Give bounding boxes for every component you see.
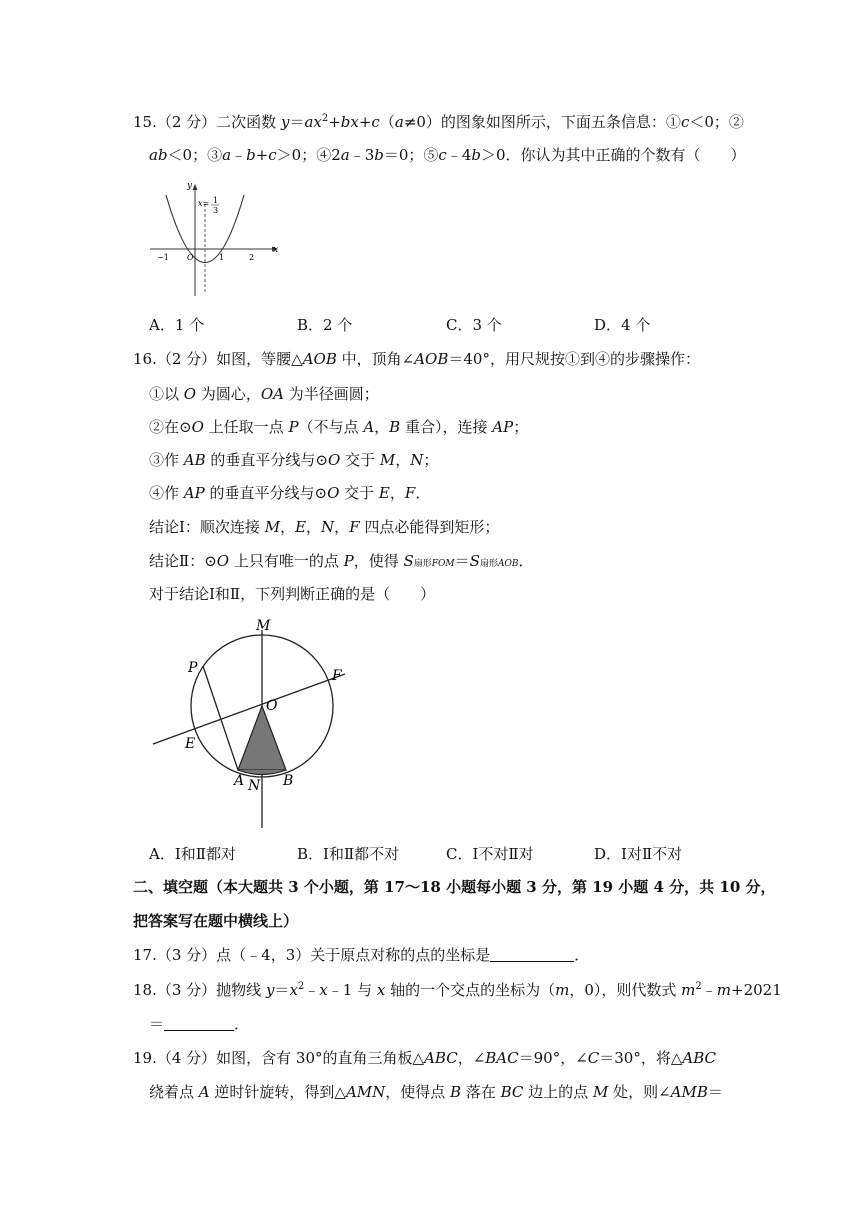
section-2-heading-line-1: 二、填空题（本大题共 3 个小题，第 17～18 小题每小题 3 分，第 19 小题 4 分，共 10 分， [133, 878, 776, 896]
tick-neg1: −1 [157, 253, 169, 262]
q16-step-3: ③作 AB 的垂直平分线与⊙O 交于 M，N； [149, 451, 439, 469]
section-2-heading-line-2: 把答案写在题中横线上） [133, 912, 299, 930]
q16-question: 对于结论Ⅰ和Ⅱ，下列判断正确的是（ ） [149, 585, 436, 603]
q16-option-a[interactable]: A．Ⅰ和Ⅱ都对 [149, 845, 236, 863]
label-e: E [185, 736, 196, 752]
q17-answer-blank[interactable] [490, 947, 574, 962]
q16-line-1: 16.（2 分）如图，等腰△AOB 中，顶角∠AOB＝40°，用尺规按①到④的步骤操作： [133, 350, 700, 368]
q15-option-c[interactable]: C．3 个 [446, 316, 502, 334]
q16-circle-figure [145, 610, 375, 835]
label-p: P [188, 660, 198, 676]
q15-line-1: 15.（2 分）二次函数 $y=ax^2+bx+c(a\ne 0)$的图象如图所示，下面五条信息：①c＜0；② [133, 113, 744, 131]
q16-option-d[interactable]: D．Ⅰ对Ⅱ不对 [594, 845, 683, 863]
label-f: F [332, 668, 342, 684]
y-axis-arrow [193, 184, 198, 190]
q16-conclusion-1: 结论Ⅰ：顺次连接 M，E，N，F 四点必能得到矩形； [149, 518, 500, 536]
q19-line-1: 19.（4 分）如图，含有 30°的直角三角板△ABC，∠BAC＝90°，∠C＝30°，将△ABC [133, 1049, 716, 1067]
q18-answer-blank[interactable] [164, 1016, 234, 1031]
symmetry-label: x= [198, 199, 210, 208]
q16-step-2: ②在⊙O 上任取一点 P（不与点 A，B 重合），连接 AP； [149, 418, 529, 436]
q15-option-d[interactable]: D．4 个 [594, 316, 651, 334]
q18-line-2: ＝ ． [149, 1015, 250, 1033]
q15-option-b[interactable]: B．2 个 [297, 316, 353, 334]
q17-line: 17.（3 分）点（﹣4，3）关于原点对称的点的坐标是 ． [133, 946, 590, 964]
symmetry-frac-num: 1 [213, 196, 219, 205]
sector-arc [238, 770, 286, 775]
label-n: N [248, 778, 261, 794]
q15-line-2: ab＜0；③a﹣b+c＞0；④2a﹣3b＝0；⑤c﹣4b＞0．你认为其中正确的个数有（ ） [149, 146, 746, 164]
x-axis-label: x [273, 245, 279, 255]
y-axis-label: y [187, 181, 193, 191]
tick-2: 2 [249, 253, 255, 262]
segment-ap [203, 666, 238, 770]
q16-option-b[interactable]: B．Ⅰ和Ⅱ都不对 [297, 845, 400, 863]
q19-line-2: 绕着点 A 逆时针旋转，得到△AMN，使得点 B 落在 BC 边上的点 M 处，则∠AMB＝ [149, 1083, 723, 1101]
label-b: B [283, 773, 294, 789]
symmetry-frac-den: 3 [213, 206, 219, 215]
label-o: O [266, 698, 278, 714]
q15-option-a[interactable]: A．1 个 [149, 316, 205, 334]
q16-step-1: ①以 O 为圆心，OA 为半径画圆； [149, 385, 379, 403]
q16-option-c[interactable]: C．Ⅰ不对Ⅱ对 [446, 845, 534, 863]
q16-conclusion-2: 结论Ⅱ：⊙O 上只有唯一的点 P，使得 S扇形FOM＝S扇形AOB． [149, 552, 534, 570]
q16-step-4: ④作 AP 的垂直平分线与⊙O 交于 E，F． [149, 484, 431, 502]
sector-aob [238, 706, 286, 770]
q15-number: 15. [133, 113, 157, 131]
line-ef [153, 674, 345, 744]
tick-1: 1 [219, 253, 225, 262]
q16-number: 16. [133, 350, 157, 368]
q15-parabola-graph [145, 176, 285, 301]
origin-label: O [187, 253, 194, 262]
label-m: M [256, 618, 271, 634]
q18-line-1: 18.（3 分）抛物线 $y=x^2﹣x﹣1$ 与 x 轴的一个交点的坐标为（m，0），则代数式 $m^2﹣m+2021$ [133, 981, 782, 999]
label-a: A [234, 773, 245, 789]
